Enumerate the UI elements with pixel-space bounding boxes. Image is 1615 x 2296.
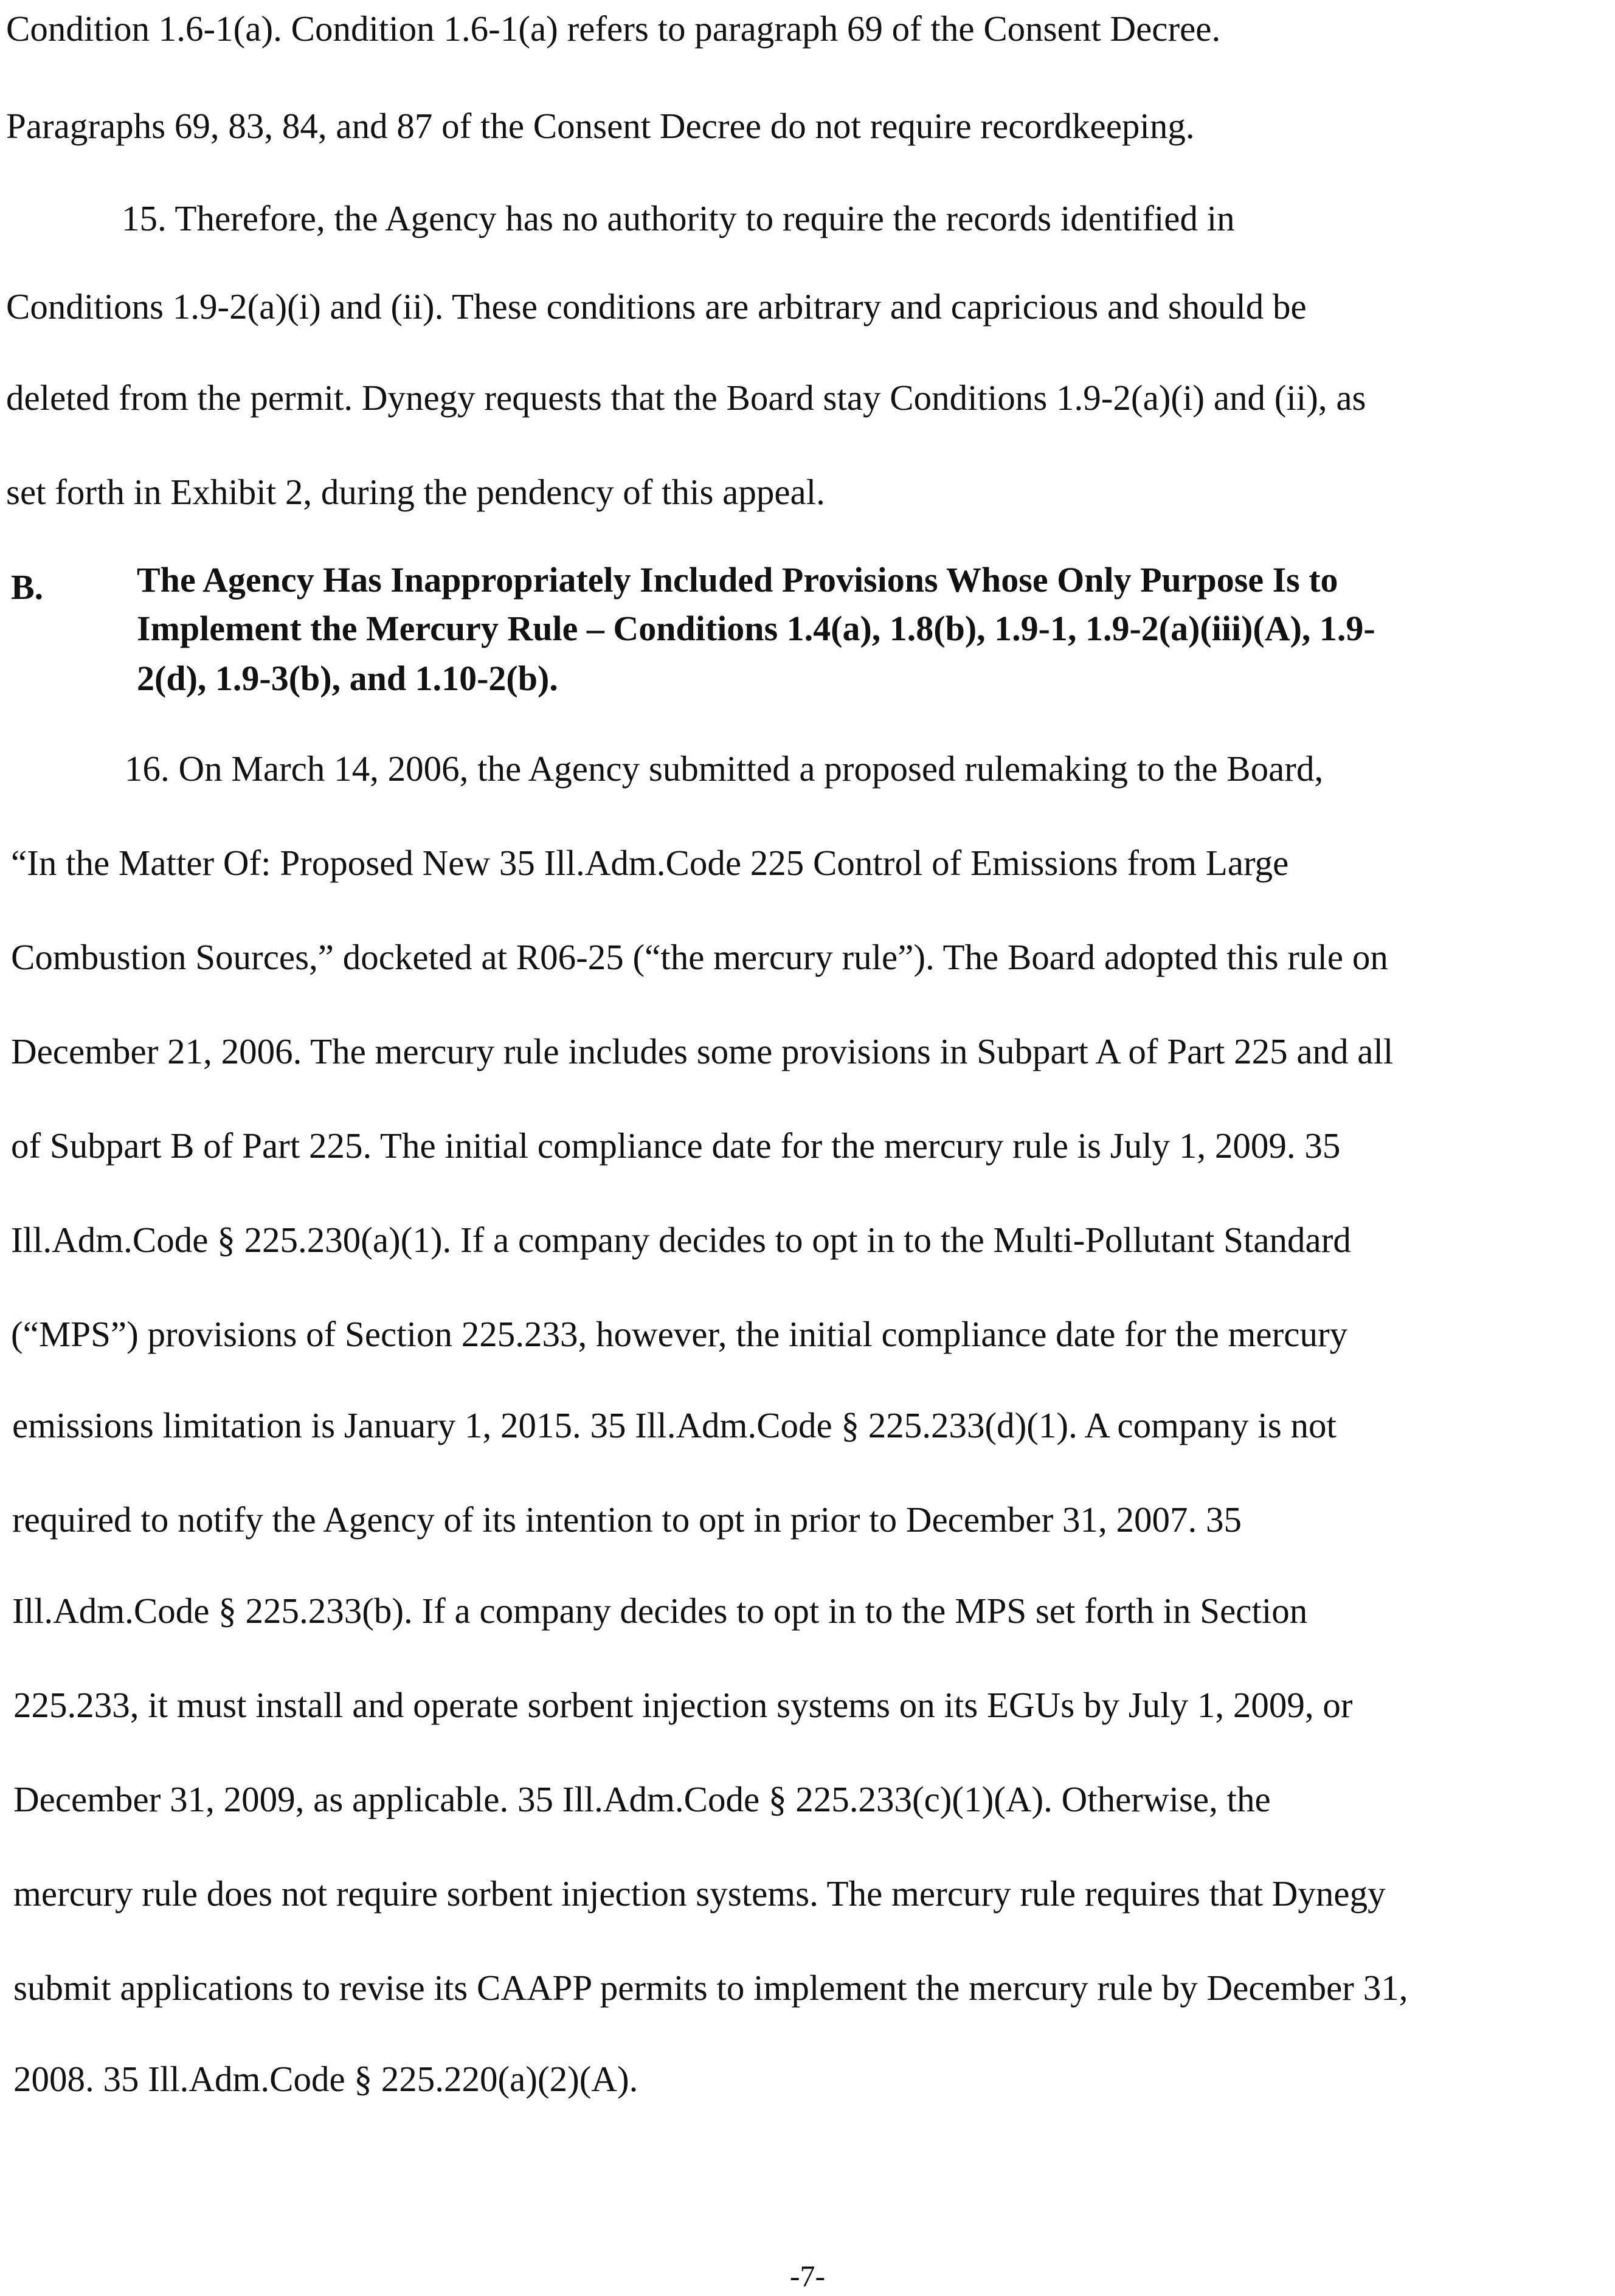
text-line: Combustion Sources,” docketed at R06-25 (“the mercury rule”). The Board adopted this rule on [11, 937, 1388, 977]
text-line: December 21, 2006. The mercury rule includes some provisions in Subpart A of Part 225 and all [11, 1031, 1394, 1071]
text-line: December 31, 2009, as applicable. 35 Ill.Adm.Code § 225.233(c)(1)(A). Otherwise, the [13, 1779, 1271, 1819]
text-line: 225.233, it must install and operate sorbent injection systems on its EGUs by July 1, 2009, or [13, 1685, 1353, 1725]
text-line: mercury rule does not require sorbent injection systems. The mercury rule requires that Dynegy [13, 1873, 1386, 1914]
text-line: submit applications to revise its CAAPP permits to implement the mercury rule by December 31, [13, 1968, 1408, 2008]
text-line: Conditions 1.9-2(a)(i) and (ii). These conditions are arbitrary and capricious and should be [6, 286, 1307, 327]
section-heading-line: Implement the Mercury Rule – Conditions 1.4(a), 1.8(b), 1.9-1, 1.9-2(a)(iii)(A), 1.9- [137, 609, 1375, 648]
text-line: “In the Matter Of: Proposed New 35 Ill.Adm.Code 225 Control of Emissions from Large [11, 843, 1289, 883]
section-letter: B. [11, 567, 44, 607]
text-line: required to notify the Agency of its intention to opt in prior to December 31, 2007. 35 [12, 1499, 1242, 1540]
text-line: Ill.Adm.Code § 225.230(a)(1). If a company decides to opt in to the Multi-Pollutant Standard [11, 1220, 1351, 1260]
section-heading-line: The Agency Has Inappropriately Included Provisions Whose Only Purpose Is to [137, 560, 1338, 600]
page-number: -7- [789, 2259, 826, 2293]
text-line: set forth in Exhibit 2, during the pendency of this appeal. [6, 472, 825, 512]
text-line: (“MPS”) provisions of Section 225.233, however, the initial compliance date for the mercury [11, 1314, 1348, 1354]
text-line: of Subpart B of Part 225. The initial compliance date for the mercury rule is July 1, 2009. 35 [11, 1126, 1341, 1166]
text-line: Ill.Adm.Code § 225.233(b). If a company decides to opt in to the MPS set forth in Section [12, 1591, 1308, 1631]
paragraph-16-first-line: 16. On March 14, 2006, the Agency submitted a proposed rulemaking to the Board, [125, 749, 1324, 789]
text-line: Condition 1.6-1(a). Condition 1.6-1(a) refers to paragraph 69 of the Consent Decree. [6, 9, 1221, 49]
text-line: 2008. 35 Ill.Adm.Code § 225.220(a)(2)(A). [13, 2059, 638, 2099]
text-line: Paragraphs 69, 83, 84, and 87 of the Consent Decree do not require recordkeeping. [6, 106, 1195, 146]
section-heading-line: 2(d), 1.9-3(b), and 1.10-2(b). [137, 659, 558, 698]
paragraph-15-first-line: 15. Therefore, the Agency has no authority to require the records identified in [122, 198, 1235, 238]
text-line: deleted from the permit. Dynegy requests that the Board stay Conditions 1.9-2(a)(i) and (ii), as [6, 378, 1366, 418]
text-line: emissions limitation is January 1, 2015. 35 Ill.Adm.Code § 225.233(d)(1). A company is not [12, 1405, 1337, 1445]
